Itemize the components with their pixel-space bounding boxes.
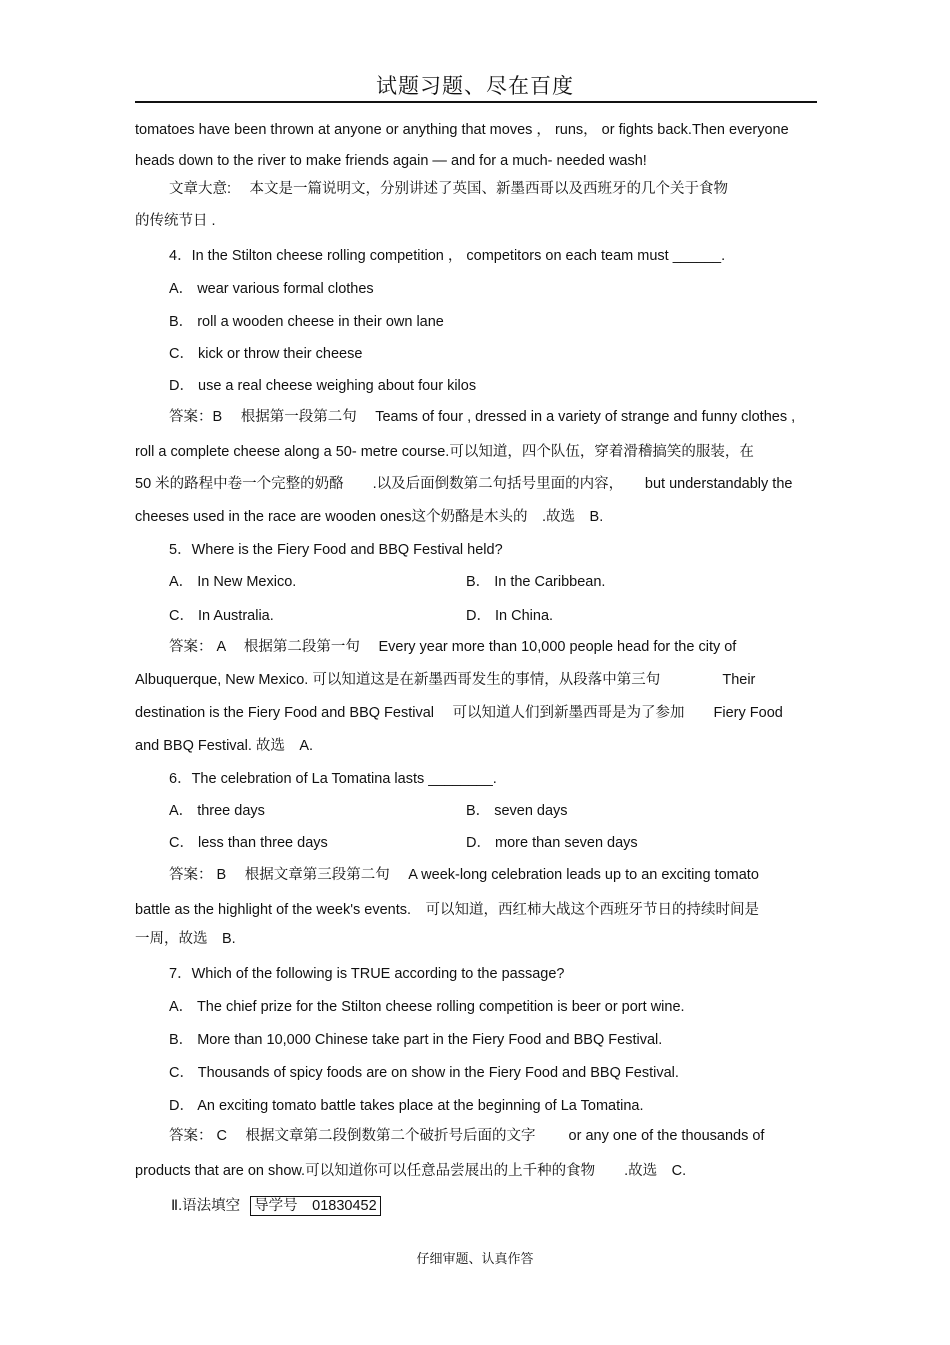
page-header-title: 试题习题、尽在百度 [376, 74, 574, 98]
summary-line: 文章大意: 本文是一篇说明文，分别讲述了英国、新墨西哥以及西班牙的几个关于食物 [169, 181, 729, 197]
guide-number-box: 导学号 01830452 [250, 1196, 381, 1216]
option-7c: C． Thousands of spicy foods are on show in the Fiery Food and BBQ Festival. [169, 1065, 679, 1081]
answer-5-line: Albuquerque, New Mexico. 可以知道这是在新墨西哥发生的事情，从段落中第三句 Their [135, 672, 756, 688]
page-footer: 仔细审题、认真作答 [416, 1252, 534, 1267]
question-5: 5．Where is the Fiery Food and BBQ Festival held? [169, 542, 503, 558]
option-4b: B． roll a wooden cheese in their own lane [169, 314, 444, 330]
option-7d: D． An exciting tomato battle takes place at the beginning of La Tomatina. [169, 1098, 644, 1114]
option-5c: C． In Australia. [169, 608, 274, 624]
section-heading [171, 1196, 381, 1216]
question-7: 7．Which of the following is TRUE according to the passage? [169, 966, 565, 982]
answer-7-line: 答案： C 根据文章第二段倒数第二个破折号后面的文字 or any one of the thousands of [169, 1128, 765, 1144]
answer-6-line: 一周，故选 B. [135, 931, 236, 947]
passage-line: heads down to the river to make friends again — and for a much- needed wash! [135, 153, 647, 169]
answer-7-line: products that are on show.可以知道你可以任意品尝展出的上千种的食物 .故选 C. [135, 1163, 687, 1179]
option-7b: B． More than 10,000 Chinese take part in the Fiery Food and BBQ Festival. [169, 1032, 663, 1048]
answer-5-line: and BBQ Festival. 故选 A. [135, 738, 314, 754]
answer-4-line: roll a complete cheese along a 50- metre course.可以知道，四个队伍，穿着滑稽搞笑的服装，在 [135, 444, 754, 460]
option-4d: D． use a real cheese weighing about four kilos [169, 378, 477, 394]
option-6d: D． more than seven days [466, 835, 638, 851]
header-divider [135, 101, 817, 103]
answer-5-line: destination is the Fiery Food and BBQ Festival 可以知道人们到新墨西哥是为了参加 Fiery Food [135, 705, 783, 721]
answer-4-line: 50 米的路程中卷一个完整的奶酪 .以及后面倒数第二句括号里面的内容， but understandably the [135, 476, 793, 492]
section-label: Ⅱ.语法填空 [171, 1198, 241, 1214]
option-6b: B． seven days [466, 803, 568, 819]
answer-4-line: 答案：B 根据第一段第二句 Teams of four , dressed in a variety of strange and funny clothes , [169, 409, 796, 425]
option-4a: A． wear various formal clothes [169, 281, 374, 297]
passage-line: tomatoes have been thrown at anyone or anything that moves ， runs， or fights back.Then everyone [135, 122, 789, 138]
summary-line: 的传统节日 . [135, 213, 216, 229]
option-6c: C． less than three days [169, 835, 328, 851]
answer-4-line: cheeses used in the race are wooden ones这个奶酪是木头的 .故选 B. [135, 509, 604, 525]
option-7a: A． The chief prize for the Stilton cheese rolling competition is beer or port wine. [169, 999, 685, 1015]
answer-5-line: 答案： A 根据第二段第一句 Every year more than 10,000 people head for the city of [169, 639, 737, 655]
option-5d: D． In China. [466, 608, 554, 624]
option-5a: A． In New Mexico. [169, 574, 297, 590]
option-6a: A． three days [169, 803, 265, 819]
question-4: 4．In the Stilton cheese rolling competition ， competitors on each team must ______. [169, 248, 726, 264]
option-5b: B． In the Caribbean. [466, 574, 606, 590]
option-4c: C． kick or throw their cheese [169, 346, 363, 362]
answer-6-line: 答案： B 根据文章第三段第二句 A week-long celebration leads up to an exciting tomato [169, 867, 759, 883]
answer-6-line: battle as the highlight of the week's events. 可以知道，西红柿大战这个西班牙节日的持续时间是 [135, 902, 760, 918]
question-6: 6．The celebration of La Tomatina lasts ________. [169, 771, 497, 787]
